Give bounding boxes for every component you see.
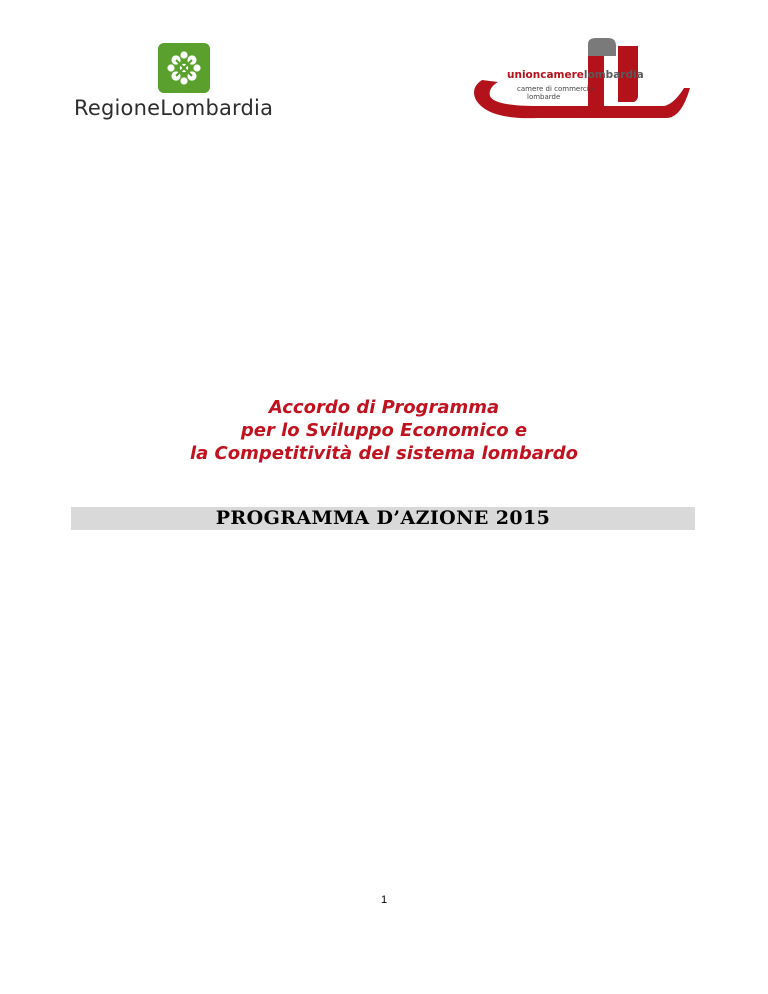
title-line2: per lo Sviluppo Economico e <box>240 420 528 441</box>
brand-unioncamere: unioncamere <box>507 69 584 81</box>
document-title <box>0 396 768 465</box>
unioncamere-lombardia-logo <box>468 38 698 128</box>
brand-lombardia: lombardia <box>583 69 644 81</box>
programma-heading: PROGRAMMA D’AZIONE 2015 <box>215 507 551 529</box>
title-line3: la Competitività del sistema lombardo <box>189 443 579 464</box>
title-line1: Accordo di Programma <box>268 397 500 418</box>
page-number: 1 <box>380 894 388 906</box>
unioncamere-swoosh-icon <box>468 38 698 128</box>
subtitle-line2: lombarde <box>527 93 561 101</box>
regione-lombardia-wordmark: RegioneLombardia <box>74 96 274 120</box>
lombardy-rose-icon <box>158 43 210 93</box>
unioncamere-brand <box>507 69 644 81</box>
subtitle-line1: camere di commercio <box>517 85 594 93</box>
regione-lombardia-logo <box>70 40 300 124</box>
unioncamere-subtitle <box>517 85 593 101</box>
